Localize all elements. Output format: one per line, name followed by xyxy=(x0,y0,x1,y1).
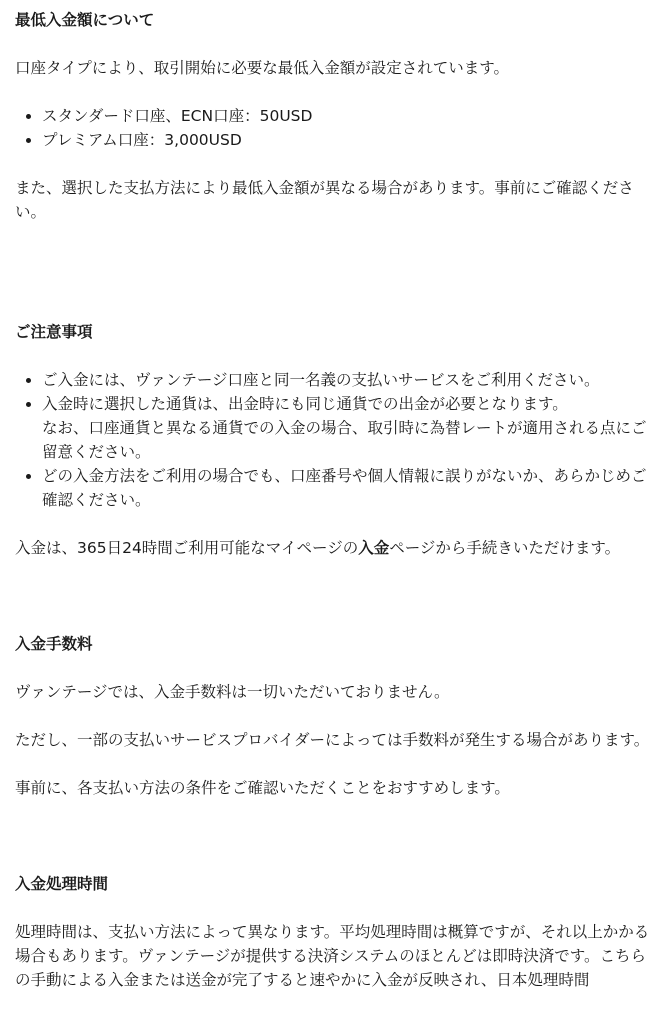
min-deposit-note: また、選択した支払方法により最低入金額が異なる場合があります。事前にご確認ください。 xyxy=(15,179,634,221)
content-page xyxy=(15,8,655,992)
list-item: • ご入金には、ヴァンテージ口座と同一名義の支払いサービスをご利用ください。 xyxy=(42,368,655,392)
min-deposit-intro: 口座タイプにより、取引開始に必要な最低入金額が設定されています。 xyxy=(15,59,509,77)
fees-paragraph-1: ヴァンテージでは、入金手数料は一切いただいておりません。 xyxy=(15,683,450,701)
notes-paragraph-after: ページから手続きいただけます。 xyxy=(389,539,621,557)
notes-paragraph-before: 入金は、365日24時間ご利用可能なマイページの xyxy=(15,539,359,557)
deposit-page-link-text: 入金 xyxy=(358,539,390,557)
notes-list xyxy=(15,368,655,512)
notes-heading: ご注意事項 xyxy=(15,323,93,341)
list-item-text: 入金時に選択した通貨は、出金時にも同じ通貨での出金が必要となります。 xyxy=(42,395,568,413)
fees-heading: 入金手数料 xyxy=(15,635,93,653)
list-item xyxy=(42,392,655,464)
list-item-subtext: なお、口座通貨と異なる通貨での入金の場合、取引時に為替レートが適用される点にご留意ください。 xyxy=(42,419,647,461)
min-deposit-list xyxy=(15,104,655,152)
processing-heading: 入金処理時間 xyxy=(15,875,109,893)
list-item: • どの入金方法をご利用の場合でも、口座番号や個人情報に誤りがないか、あらかじめご確認ください。 xyxy=(42,464,655,512)
list-item: • プレミアム口座：3,000USD xyxy=(42,128,655,152)
notes-paragraph xyxy=(15,536,655,560)
fees-paragraph-2: ただし、一部の支払いサービスプロバイダーによっては手数料が発生する場合があります。 xyxy=(15,731,650,749)
fees-paragraph-3: 事前に、各支払い方法の条件をご確認いただくことをおすすめします。 xyxy=(15,779,510,797)
min-deposit-heading: 最低入金額について xyxy=(15,11,155,29)
list-item: • スタンダード口座、ECN口座：50USD xyxy=(42,104,655,128)
processing-paragraph: 処理時間は、支払い方法によって異なります。平均処理時間は概算ですが、それ以上かかる場合もあります。ヴァンテージが提供する決済システムのほとんどは即時決済です。こちらの手動による入金または送金が完了すると速やかに入金が反映され、日本処理時間 xyxy=(15,923,650,989)
